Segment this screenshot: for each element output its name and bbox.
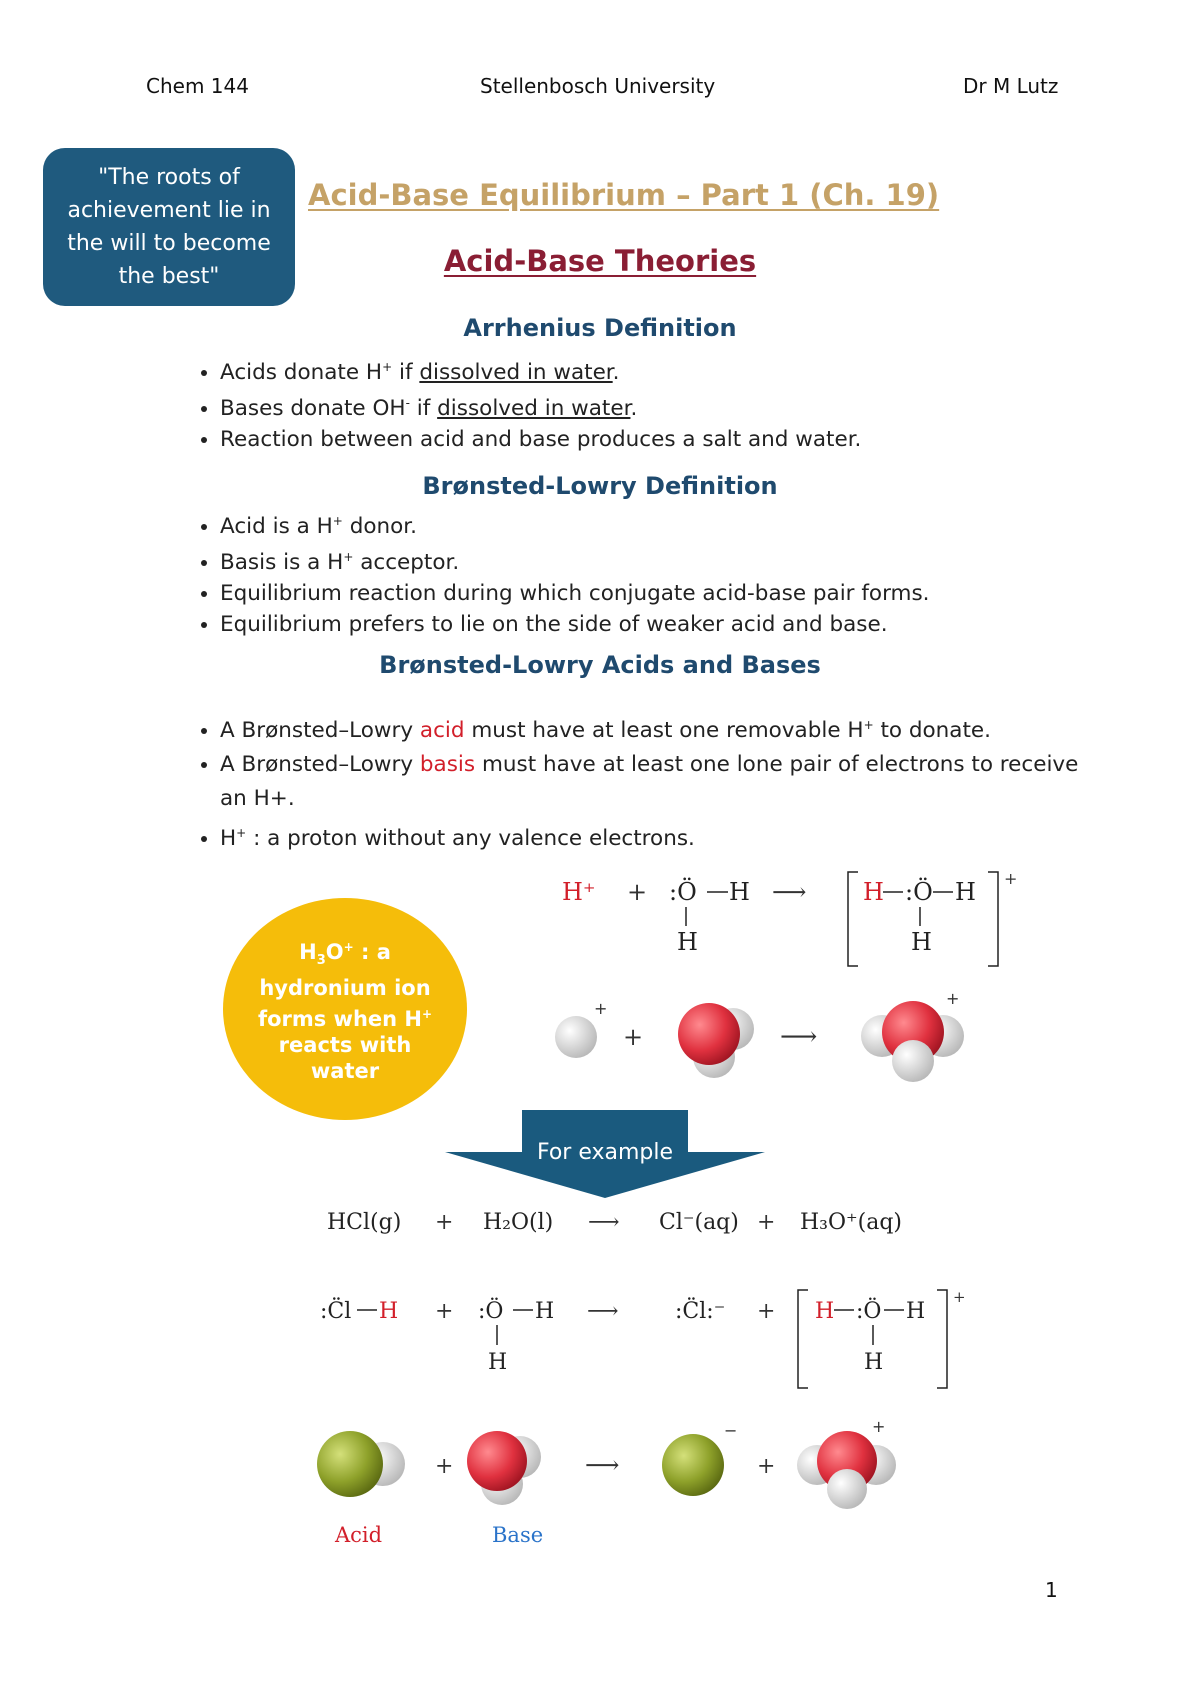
- oxygen-text: :Ö: [905, 878, 933, 906]
- list-item: • Basis is a H+ acceptor.: [220, 542, 930, 578]
- water-molecule-model: [467, 1431, 541, 1505]
- charge-plus: +: [594, 999, 608, 1018]
- quote-text: "The roots of achievement lie in the will to become the best": [67, 165, 271, 289]
- reaction-arrow: ⟶: [587, 1299, 619, 1324]
- h-text: H: [729, 878, 750, 906]
- charge-plus: +: [872, 1418, 886, 1436]
- bronsted-list: [180, 506, 930, 640]
- hcl-equation: [320, 1200, 940, 1244]
- h-text: H: [815, 1299, 835, 1324]
- oxygen-text: :Ö: [856, 1299, 882, 1324]
- header-author: Dr M Lutz: [963, 74, 1059, 98]
- hcl-model-diagram: [310, 1418, 910, 1518]
- hcl-lewis-diagram: [310, 1285, 970, 1400]
- hydronium-molecule-model: [861, 1001, 964, 1082]
- plus-sign: +: [623, 1023, 644, 1051]
- plus-sign: +: [757, 1299, 776, 1324]
- quote-box: [43, 148, 295, 306]
- equation-product-1: Cl⁻(aq): [659, 1210, 739, 1235]
- plus-sign: +: [757, 1210, 776, 1235]
- h-text: H: [379, 1299, 399, 1324]
- arrhenius-list: [180, 352, 861, 455]
- reaction-arrow: ⟶: [780, 1022, 818, 1052]
- reaction-arrow: ⟶: [772, 878, 807, 906]
- oxygen-lone-pair-text: :Ö: [669, 878, 697, 906]
- hcl-molecule-model: [317, 1431, 405, 1497]
- equation-reactant-1: HCl(g): [327, 1210, 402, 1235]
- equation-product-2: H₃O⁺(aq): [800, 1210, 903, 1235]
- h-text: H: [864, 1350, 884, 1375]
- plus-sign: +: [435, 1299, 454, 1324]
- hydronium-model-diagram: [540, 990, 990, 1090]
- h-text: H: [535, 1299, 555, 1324]
- h-text: H: [677, 928, 698, 956]
- h-text: H: [955, 878, 976, 906]
- bl-acids-bases-heading: Brønsted-Lowry Acids and Bases: [379, 651, 821, 679]
- page-number: 1: [1045, 1578, 1058, 1602]
- list-item: • Equilibrium reaction during which conjugate acid-base pair forms.: [220, 578, 930, 609]
- hydronium-note: $H_3O^+$ : a hydronium ion forms when H+ reacts with water: [223, 898, 467, 1120]
- oxygen-lone-pair-text: :Ö: [478, 1299, 504, 1324]
- plus-sign: +: [627, 878, 648, 906]
- plus-sign: +: [435, 1210, 454, 1235]
- h-text: H: [911, 928, 932, 956]
- equation-reactant-2: H₂O(l): [483, 1210, 554, 1235]
- chlorine-text: :C̈l: [320, 1299, 352, 1324]
- list-item: • A Brønsted–Lowry basis must have at least one lone pair of electrons to receive an H+.: [220, 748, 1080, 816]
- h-text: H: [906, 1299, 926, 1324]
- page-subtitle: Acid-Base Theories: [443, 244, 757, 278]
- charge-plus: +: [946, 990, 960, 1008]
- header-course: Chem 144: [146, 74, 249, 98]
- reaction-arrow: ⟶: [585, 1451, 620, 1479]
- arrhenius-heading: Arrhenius Definition: [463, 314, 737, 342]
- example-arrow: [445, 1110, 765, 1198]
- charge-minus-text: −: [724, 1421, 738, 1440]
- bl-acids-bases-list: [180, 708, 1080, 856]
- charge-plus: +: [1004, 870, 1018, 888]
- chloride-sphere: [662, 1434, 724, 1496]
- list-item: • Acid is a H+ donor.: [220, 506, 930, 542]
- h-text: H: [863, 878, 884, 906]
- plus-sign: +: [757, 1454, 776, 1479]
- list-item: • Acids donate H+ if dissolved in water.: [220, 352, 861, 388]
- h-plus-text: H⁺: [562, 878, 596, 906]
- example-arrow-label: For example: [536, 1140, 674, 1165]
- header-university: Stellenbosch University: [480, 74, 716, 98]
- h-text: H: [488, 1350, 508, 1375]
- water-molecule-model: [678, 1003, 754, 1078]
- chloride-text: :C̈l:⁻: [675, 1299, 726, 1324]
- reaction-arrow: ⟶: [588, 1210, 620, 1235]
- proton-sphere: [555, 1016, 597, 1058]
- base-label: Base: [492, 1523, 544, 1547]
- charge-plus: +: [953, 1288, 966, 1306]
- list-item: • A Brønsted–Lowry acid must have at least one removable H+ to donate.: [220, 708, 1080, 748]
- list-item: • Reaction between acid and base produces a salt and water.: [220, 424, 861, 455]
- list-item: • Bases donate OH- if dissolved in water.: [220, 388, 861, 424]
- list-item: • Equilibrium prefers to lie on the side of weaker acid and base.: [220, 609, 930, 640]
- acid-label: Acid: [335, 1523, 383, 1547]
- list-item: • H+ : a proton without any valence electrons.: [220, 816, 1080, 856]
- bronsted-heading: Brønsted-Lowry Definition: [422, 472, 778, 500]
- plus-sign: +: [435, 1454, 454, 1479]
- hydronium-lewis-diagram: [540, 870, 1040, 980]
- page-title: Acid-Base Equilibrium – Part 1 (Ch. 19): [308, 178, 940, 212]
- hydronium-molecule-model: [797, 1431, 896, 1509]
